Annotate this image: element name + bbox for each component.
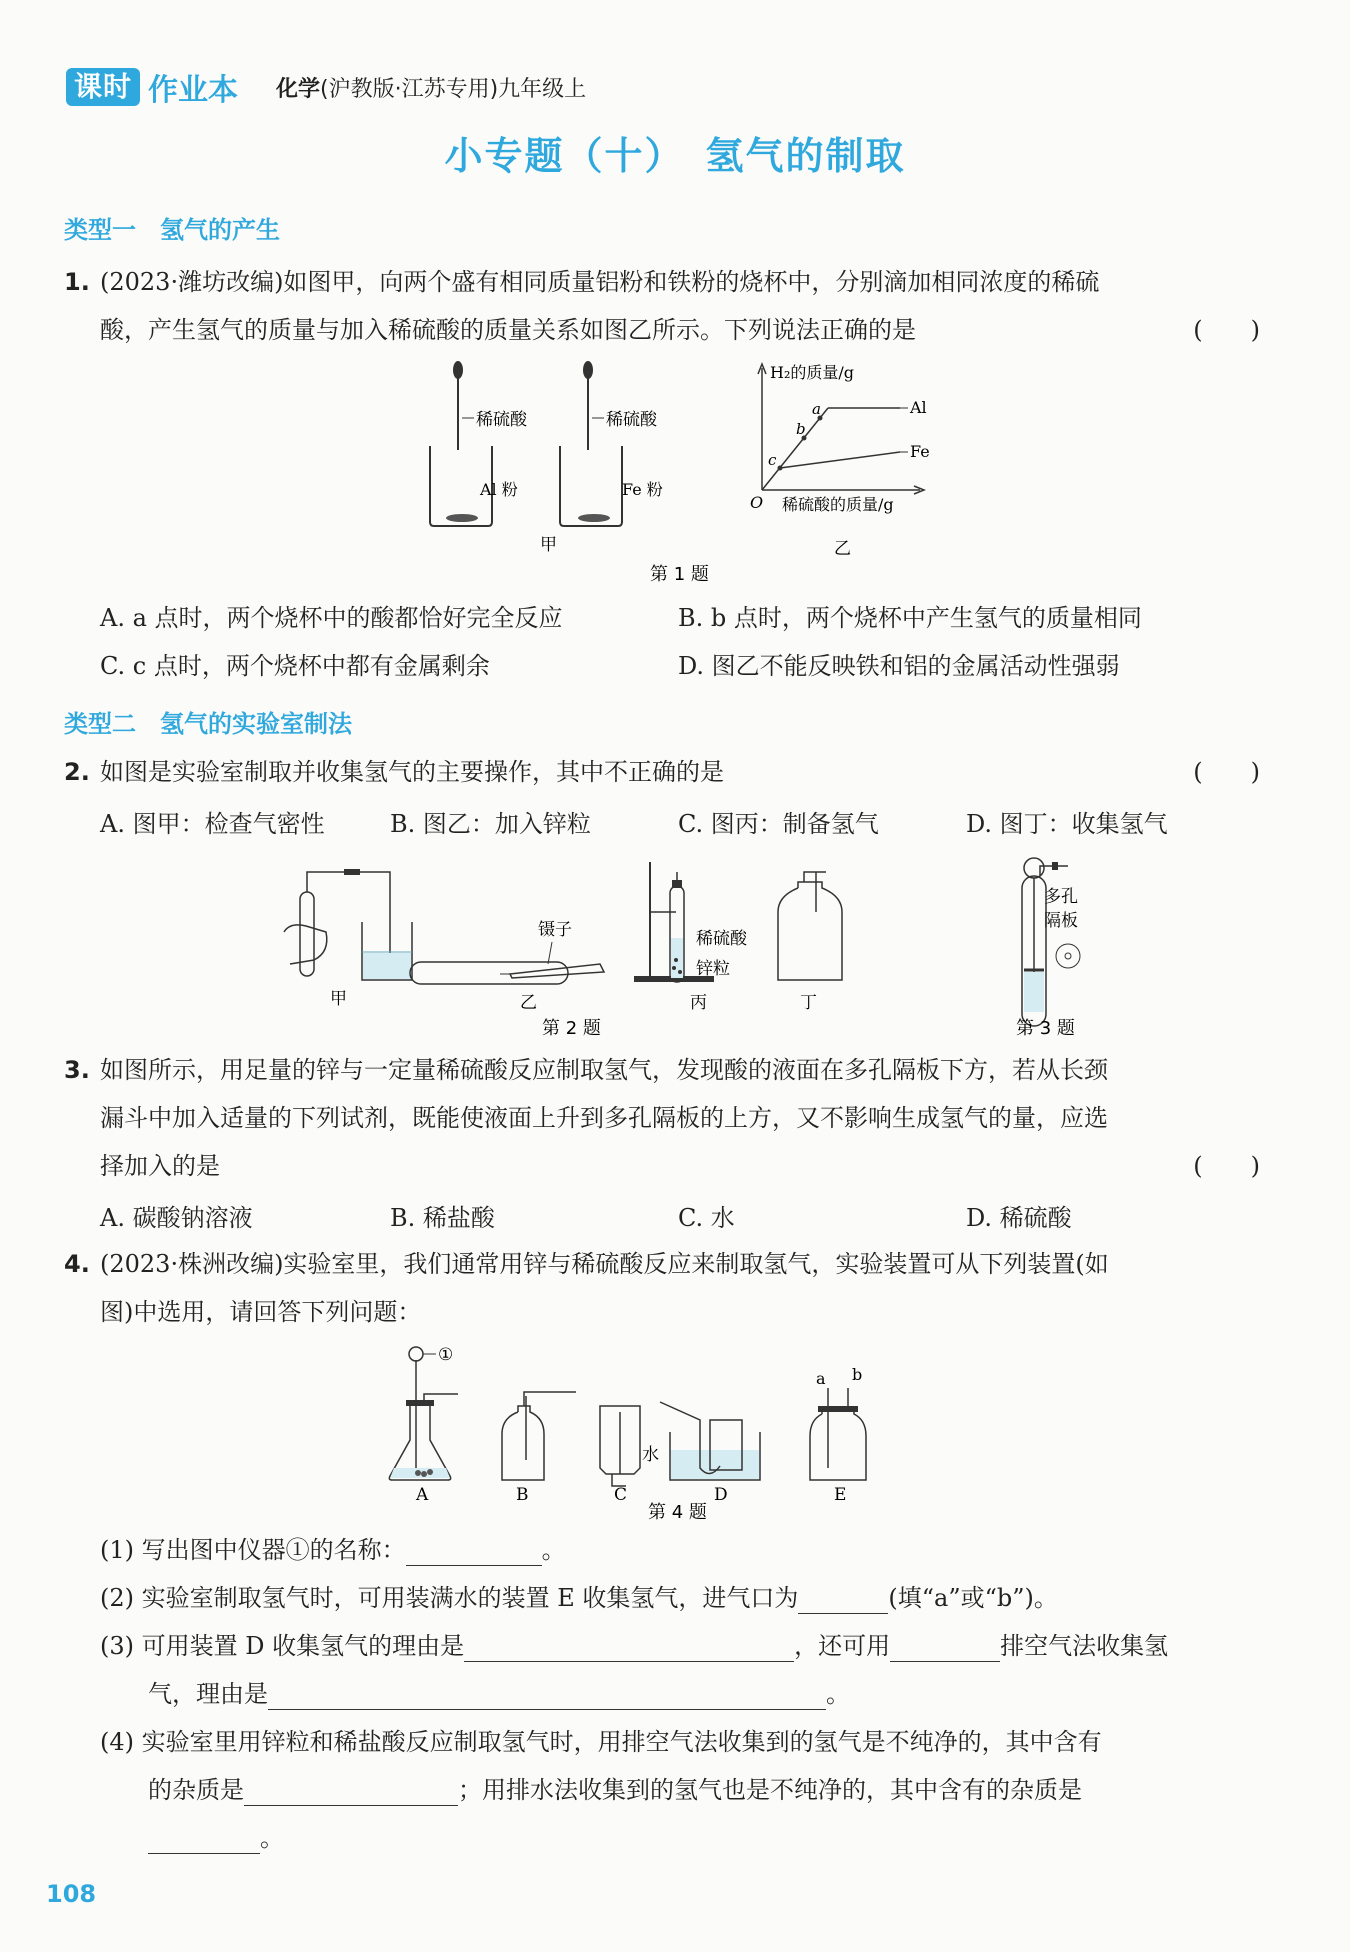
q1-line1 bbox=[64, 266, 1260, 298]
al-label: Al 粉 bbox=[480, 480, 518, 499]
q4-sub4: (4) 实验室里用锌粒和稀盐酸反应制取氢气时，用排空气法收集到的氢气是不纯净的，其中含有 bbox=[100, 1728, 1102, 1756]
q1-option-d[interactable]: D. 图乙不能反映铁和铝的金属活动性强弱 bbox=[678, 652, 1120, 680]
fig4-one: ① bbox=[438, 1345, 454, 1365]
fig4-port-b: b bbox=[852, 1365, 863, 1384]
header-subject bbox=[276, 72, 586, 103]
q4-sub2-text: (2) 实验室制取氢气时，可用装满水的装置 E 收集氢气，进气口为 bbox=[100, 1584, 799, 1612]
q4-sub4-cont bbox=[148, 1774, 1260, 1806]
q1-text1: (2023·潍坊改编)如图甲，向两个盛有相同质量铝粉和铁粉的烧杯中，分别滴加相同浓度的稀硫 bbox=[100, 268, 1100, 296]
point-a: a bbox=[812, 400, 821, 418]
q4-blank-1[interactable] bbox=[406, 1541, 542, 1566]
fig4-d: D bbox=[714, 1485, 728, 1505]
q2-text1: 如图是实验室制取并收集氢气的主要操作，其中不正确的是 bbox=[100, 758, 724, 786]
q4-sub4-mid: ；用排水法收集到的氢气也是不纯净的，其中含有的杂质是 bbox=[458, 1776, 1082, 1804]
fig2-zinc: 锌粒 bbox=[696, 959, 730, 979]
q4-number: 4. bbox=[64, 1250, 90, 1278]
q3-option-a[interactable]: A. 碳酸钠溶液 bbox=[100, 1204, 253, 1232]
fig2-acid: 稀硫酸 bbox=[696, 929, 747, 949]
q2-figure bbox=[270, 852, 890, 1042]
q1-number: 1. bbox=[64, 268, 90, 296]
q4-sub1-end: 。 bbox=[541, 1536, 566, 1564]
q4-sub3-cont bbox=[148, 1678, 1260, 1710]
plate-label-1: 多孔 bbox=[1044, 887, 1078, 907]
logo-text: 作业本 bbox=[148, 73, 239, 108]
q3-option-c[interactable]: C. 水 bbox=[678, 1204, 735, 1232]
acid-label-1: 稀硫酸 bbox=[476, 410, 527, 430]
q4-blank-3[interactable] bbox=[464, 1637, 794, 1662]
graph-ylabel: H₂的质量/g bbox=[770, 363, 855, 382]
q1-option-a[interactable]: A. a 点时，两个烧杯中的酸都恰好完全反应 bbox=[100, 604, 563, 632]
q4-blank-2[interactable] bbox=[798, 1589, 888, 1614]
series-fe: Fe bbox=[910, 442, 930, 461]
fig2-jia: 甲 bbox=[330, 989, 347, 1009]
fig4-a: A bbox=[416, 1485, 429, 1505]
q1-figure bbox=[400, 358, 960, 588]
q2-caption: 第 2 题 bbox=[542, 1018, 601, 1039]
q3-text1: 如图所示，用足量的锌与一定量稀硫酸反应制取氢气，发现酸的液面在多孔隔板下方，若从长颈 bbox=[100, 1056, 1108, 1084]
q3-number: 3. bbox=[64, 1056, 90, 1084]
point-c: c bbox=[768, 451, 777, 469]
q1-caption: 第 1 题 bbox=[650, 564, 709, 585]
fig-yi: 乙 bbox=[834, 539, 851, 559]
fig4-c: C bbox=[614, 1485, 628, 1505]
q4-line2: 图)中选用，请回答下列问题： bbox=[100, 1298, 422, 1326]
q1-answer-paren[interactable]: ( ) bbox=[1193, 316, 1260, 344]
fig4-b: B bbox=[516, 1485, 529, 1505]
fig2-ding: 丁 bbox=[800, 993, 817, 1013]
q3-caption: 第 3 题 bbox=[1016, 1018, 1075, 1039]
fig2-yi: 乙 bbox=[520, 993, 537, 1013]
page-number: 108 bbox=[46, 1880, 97, 1908]
q3-option-d[interactable]: D. 稀硫酸 bbox=[966, 1204, 1072, 1232]
q2-option-a[interactable]: A. 图甲：检查气密性 bbox=[100, 810, 325, 838]
fig2-bing: 丙 bbox=[690, 993, 707, 1013]
q3-option-b[interactable]: B. 稀盐酸 bbox=[390, 1204, 495, 1232]
fe-label: Fe 粉 bbox=[622, 480, 663, 499]
al-curve-rise bbox=[762, 408, 828, 490]
q2-answer-paren[interactable]: ( ) bbox=[1193, 758, 1260, 786]
beaker-fe bbox=[560, 361, 622, 526]
header-logo bbox=[66, 68, 238, 106]
q4-sub3-end: 排空气法收集氢 bbox=[1000, 1632, 1169, 1660]
fig4-water: 水 bbox=[642, 1445, 659, 1465]
q2-option-b[interactable]: B. 图乙：加入锌粒 bbox=[390, 810, 591, 838]
q4-line1 bbox=[64, 1248, 1260, 1280]
acid-label-2: 稀硫酸 bbox=[606, 410, 657, 430]
q4-sub3-mid: ，还可用 bbox=[794, 1632, 891, 1660]
q1-option-b[interactable]: B. b 点时，两个烧杯中产生氢气的质量相同 bbox=[678, 604, 1142, 632]
q3-answer-paren[interactable]: ( ) bbox=[1193, 1152, 1260, 1180]
q4-sub4-text: 的杂质是 bbox=[148, 1776, 244, 1804]
q4-sub1-text: (1) 写出图中仪器①的名称： bbox=[100, 1536, 406, 1564]
q3-text3: 择加入的是 bbox=[100, 1152, 220, 1180]
q1-text2: 酸，产生氢气的质量与加入稀硫酸的质量关系如图乙所示。下列说法正确的是 bbox=[100, 316, 916, 344]
q4-sub2 bbox=[100, 1582, 1260, 1614]
page-title: 小专题（十） 氢气的制取 bbox=[444, 134, 906, 178]
logo-badge: 课时 bbox=[66, 68, 140, 106]
edition: (沪教版·江苏专用)九年级上 bbox=[320, 77, 587, 102]
q4-sub1 bbox=[100, 1534, 1260, 1566]
q4-blank-4[interactable] bbox=[890, 1637, 1000, 1662]
series-al: Al bbox=[910, 398, 927, 417]
subject: 化学 bbox=[276, 77, 321, 102]
q1-option-c[interactable]: C. c 点时，两个烧杯中都有金属剩余 bbox=[100, 652, 490, 680]
q1-line2 bbox=[64, 314, 1260, 346]
q2-option-c[interactable]: C. 图丙：制备氢气 bbox=[678, 810, 879, 838]
origin: O bbox=[750, 493, 764, 512]
q4-sub3 bbox=[100, 1630, 1260, 1662]
q2-line1 bbox=[64, 756, 1260, 788]
q4-sub2-end: (填“a”或“b”)。 bbox=[888, 1584, 1058, 1612]
q4-caption: 第 4 题 bbox=[648, 1502, 707, 1520]
plate-label-2: 隔板 bbox=[1044, 911, 1078, 931]
q3-figure bbox=[996, 852, 1126, 1042]
q2-number: 2. bbox=[64, 758, 90, 786]
section-type-2: 类型二 氢气的实验室制法 bbox=[64, 710, 352, 738]
q3-line3 bbox=[64, 1150, 1260, 1182]
fig-jia: 甲 bbox=[540, 535, 557, 555]
graph-xlabel: 稀硫酸的质量/g bbox=[782, 495, 894, 514]
q2-option-d[interactable]: D. 图丁：收集氢气 bbox=[966, 810, 1168, 838]
q4-sub3-reason: 气，理由是 bbox=[148, 1680, 268, 1708]
fe-curve-flat bbox=[780, 452, 900, 468]
q4-sub3-period: 。 bbox=[826, 1680, 850, 1708]
q4-figure bbox=[380, 1340, 980, 1520]
q4-blank-5[interactable] bbox=[268, 1685, 826, 1710]
fig4-e: E bbox=[834, 1485, 847, 1505]
fig2-tweezers: 镊子 bbox=[538, 920, 572, 940]
beaker-al bbox=[430, 361, 492, 526]
q3-line2: 漏斗中加入适量的下列试剂，既能使液面上升到多孔隔板的上方，又不影响生成氢气的量，应选 bbox=[100, 1104, 1108, 1132]
q4-sub4-end bbox=[148, 1822, 1260, 1854]
q4-sub4-period: 。 bbox=[260, 1824, 284, 1852]
section-type-1: 类型一 氢气的产生 bbox=[64, 216, 280, 244]
q3-line1 bbox=[64, 1054, 1260, 1086]
point-b: b bbox=[796, 420, 806, 438]
q4-blank-7[interactable] bbox=[148, 1829, 260, 1854]
q4-sub3-text: (3) 可用装置 D 收集氢气的理由是 bbox=[100, 1632, 465, 1660]
q4-text1: (2023·株洲改编)实验室里，我们通常用锌与稀硫酸反应来制取氢气，实验装置可从下列装置(如 bbox=[100, 1250, 1109, 1278]
fig4-port-a: a bbox=[816, 1369, 826, 1388]
q4-blank-6[interactable] bbox=[244, 1781, 458, 1806]
